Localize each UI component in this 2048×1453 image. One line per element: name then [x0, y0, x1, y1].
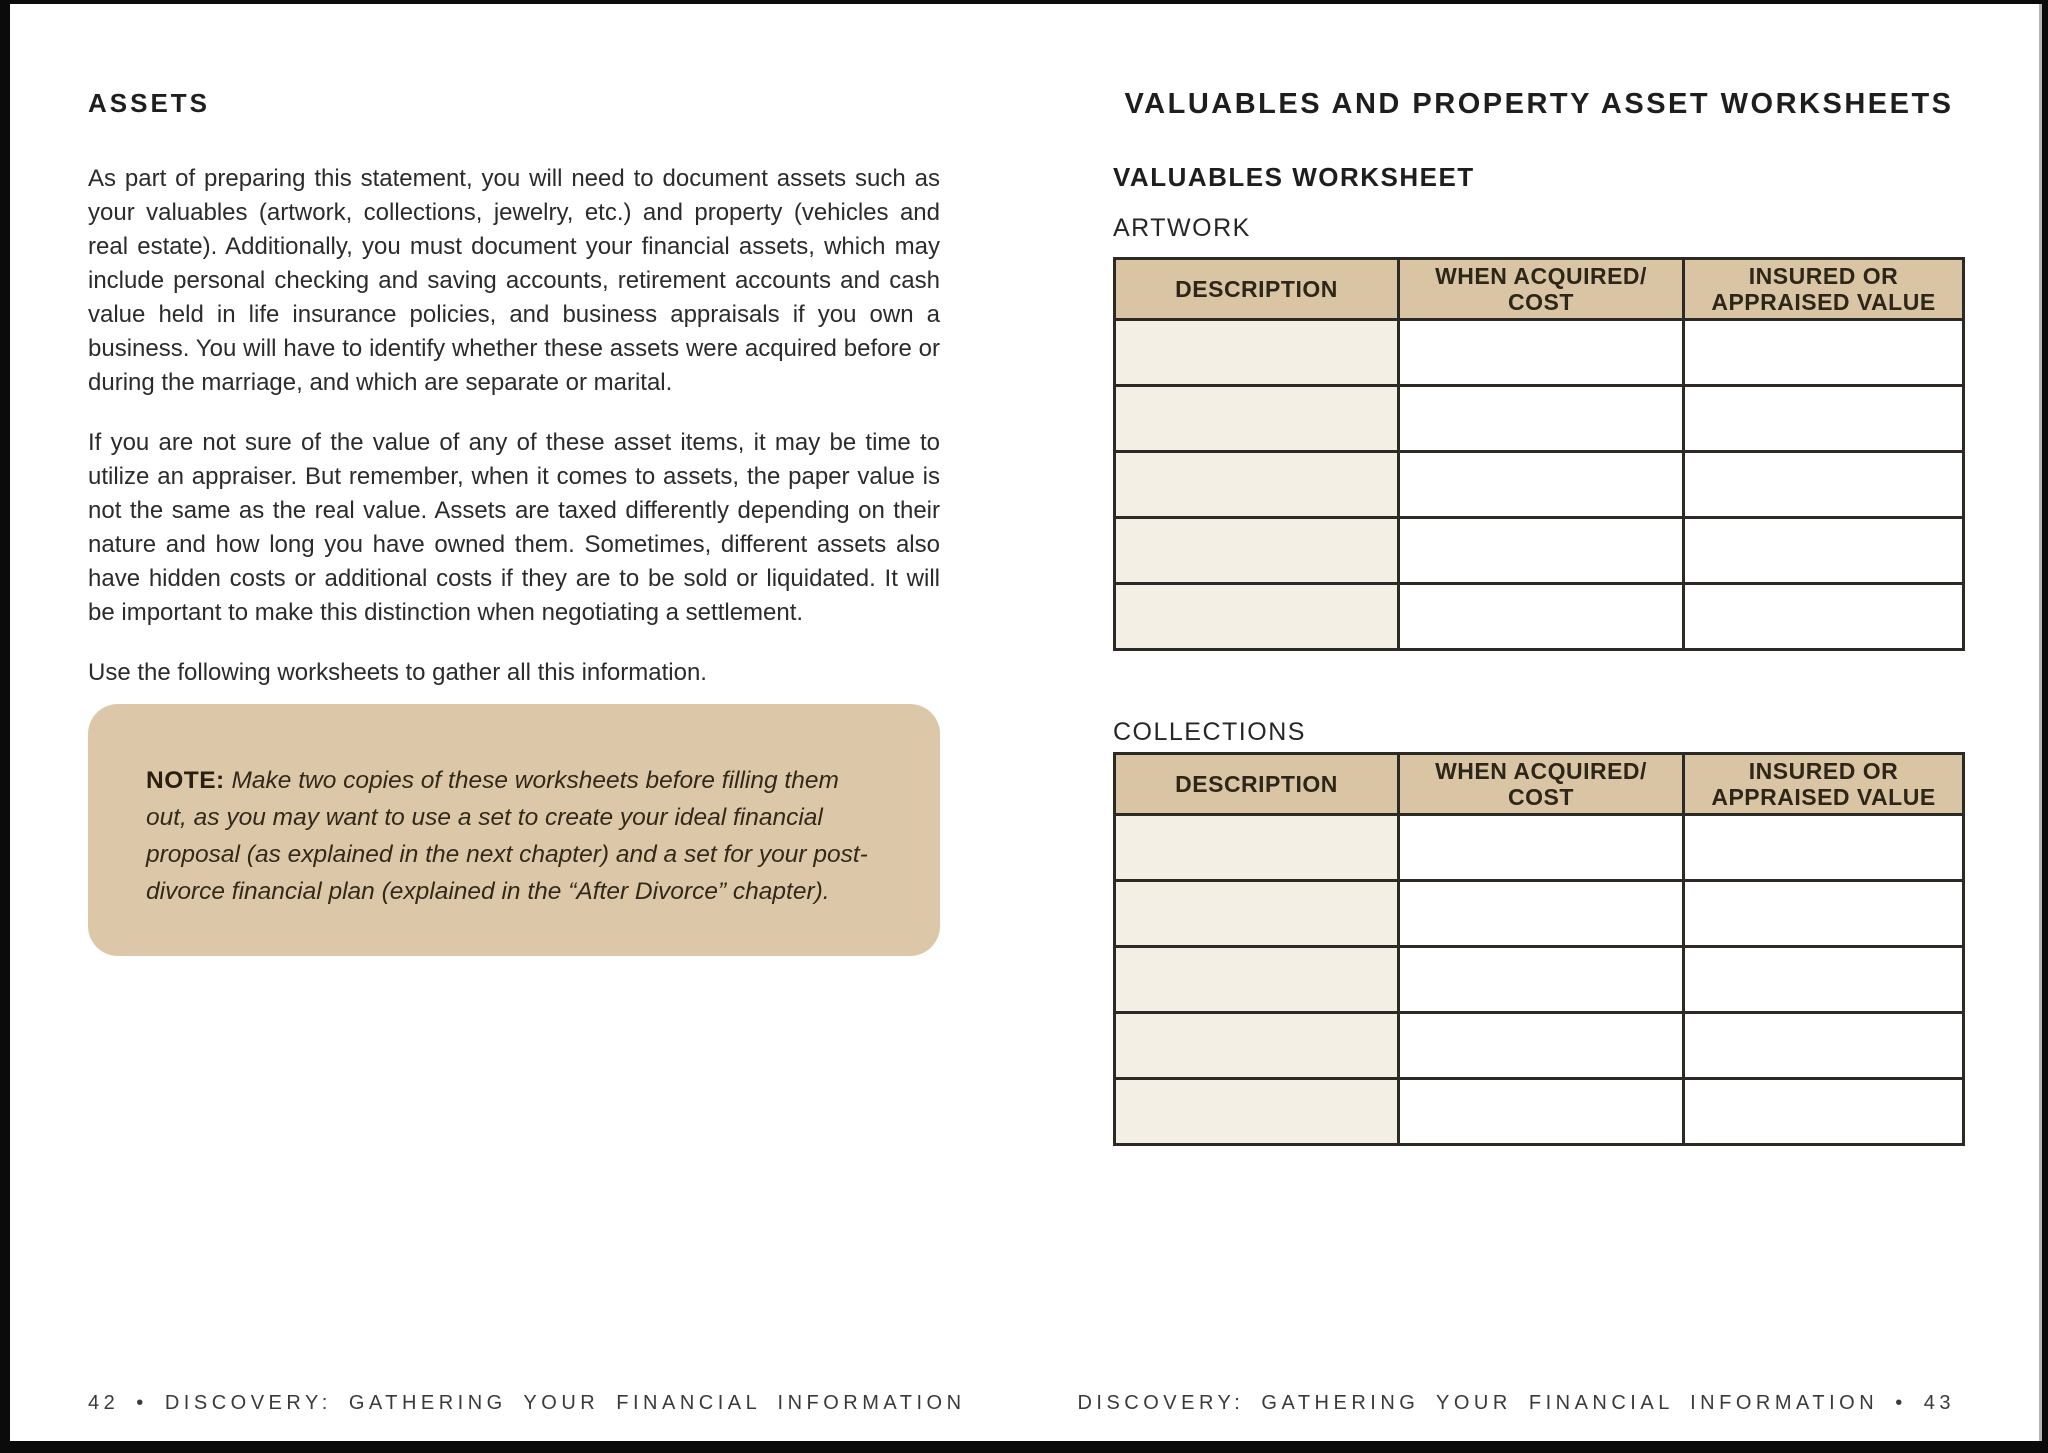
- worksheet-cell-description: [1116, 321, 1400, 384]
- worksheet-row: [1116, 453, 1962, 519]
- note-body: Make two copies of these worksheets before filling them out, as you may want to use a set to create your ideal financial proposal (as explained in the next chapter) and a set for your post-divorce financial plan (explained in the “After Divorce” chapter).: [146, 767, 868, 905]
- worksheet-cell-insured-value: [1685, 387, 1962, 450]
- worksheet-cell-insured-value: [1685, 882, 1962, 945]
- worksheet-row: [1116, 387, 1962, 453]
- worksheet-cell-when-acquired: [1400, 1080, 1685, 1143]
- worksheet-cell-when-acquired: [1400, 321, 1685, 384]
- collections-table: [1113, 752, 1965, 1146]
- worksheet-cell-description: [1116, 948, 1400, 1011]
- worksheet-cell-description: [1116, 1014, 1400, 1077]
- worksheets-title: VALUABLES AND PROPERTY ASSET WORKSHEETS: [1124, 88, 1954, 120]
- column-header-line: DESCRIPTION: [1175, 771, 1338, 797]
- worksheet-row: [1116, 948, 1962, 1014]
- column-header-insured-appraised-value: [1685, 755, 1962, 813]
- column-header-description: [1116, 260, 1400, 318]
- page-sheet: [10, 4, 2042, 1441]
- note-label: NOTE:: [146, 767, 225, 794]
- column-header-when-acquired-cost: [1400, 260, 1685, 318]
- column-header-line: WHEN ACQUIRED/: [1435, 263, 1647, 289]
- right-page-footer: DISCOVERY: GATHERING YOUR FINANCIAL INFORMATION • 43: [1077, 1392, 1955, 1414]
- column-header-line: INSURED OR: [1748, 758, 1899, 784]
- column-header-line: DESCRIPTION: [1175, 276, 1338, 302]
- artwork-section-label: ARTWORK: [1113, 214, 1251, 242]
- worksheet-cell-when-acquired: [1400, 948, 1685, 1011]
- worksheet-cell-description: [1116, 453, 1400, 516]
- column-header-description: [1116, 755, 1400, 813]
- worksheet-cell-when-acquired: [1400, 1014, 1685, 1077]
- worksheet-cell-insured-value: [1685, 519, 1962, 582]
- worksheet-cell-when-acquired: [1400, 519, 1685, 582]
- worksheet-cell-description: [1116, 585, 1400, 648]
- worksheet-row: [1116, 882, 1962, 948]
- column-header-line: APPRAISED VALUE: [1711, 289, 1936, 315]
- worksheet-cell-insured-value: [1685, 1080, 1962, 1143]
- worksheet-row: [1116, 321, 1962, 387]
- worksheet-cell-insured-value: [1685, 321, 1962, 384]
- worksheet-cell-insured-value: [1685, 1014, 1962, 1077]
- assets-paragraph-2: If you are not sure of the value of any of these asset items, it may be time to utilize an appraiser. But remember, when it comes to assets, the paper value is not the same as the real value. Assets are taxed differently depending on their nature and how long you have owned them. Sometimes, different assets also have hidden costs or additional costs if they are to be sold or liquidated. It will be important to make this distinction when negotiating a settlement.: [88, 429, 940, 626]
- column-header-insured-appraised-value: [1685, 260, 1962, 318]
- assets-paragraph-1: As part of preparing this statement, you will need to document assets such as your valuables (artwork, collections, jewelry, etc.) and property (vehicles and real estate). Additionally, you must document your financial assets, which may include personal checking and saving accounts, retirement accounts and cash value held in life insurance policies, and business appraisals if you own a business. You will have to identify whether these assets were acquired before or during the marriage, and which are separate or marital.: [88, 165, 940, 396]
- worksheet-cell-insured-value: [1685, 585, 1962, 648]
- artwork-table: [1113, 257, 1965, 651]
- assets-heading: ASSETS: [88, 88, 211, 118]
- worksheet-cell-description: [1116, 387, 1400, 450]
- collections-section-label: COLLECTIONS: [1113, 718, 1306, 746]
- column-header-line: COST: [1508, 289, 1574, 315]
- worksheet-cell-description: [1116, 519, 1400, 582]
- worksheet-cell-insured-value: [1685, 948, 1962, 1011]
- worksheet-cell-insured-value: [1685, 453, 1962, 516]
- worksheet-cell-description: [1116, 816, 1400, 879]
- column-header-line: COST: [1508, 784, 1574, 810]
- worksheet-row: [1116, 816, 1962, 882]
- worksheet-cell-when-acquired: [1400, 453, 1685, 516]
- assets-paragraph-3: Use the following worksheets to gather all this information.: [88, 659, 707, 686]
- worksheet-row: [1116, 1080, 1962, 1143]
- worksheet-cell-insured-value: [1685, 816, 1962, 879]
- column-header-when-acquired-cost: [1400, 755, 1685, 813]
- column-header-line: INSURED OR: [1748, 263, 1899, 289]
- note-box: [88, 704, 940, 956]
- worksheet-cell-description: [1116, 1080, 1400, 1143]
- column-header-line: WHEN ACQUIRED/: [1435, 758, 1647, 784]
- worksheet-row: [1116, 519, 1962, 585]
- collections-table-header-row: [1116, 755, 1962, 816]
- worksheet-cell-when-acquired: [1400, 387, 1685, 450]
- worksheet-cell-when-acquired: [1400, 585, 1685, 648]
- worksheet-cell-description: [1116, 882, 1400, 945]
- worksheet-cell-when-acquired: [1400, 882, 1685, 945]
- worksheet-cell-when-acquired: [1400, 816, 1685, 879]
- left-page-footer: 42 • DISCOVERY: GATHERING YOUR FINANCIAL INFORMATION: [88, 1392, 966, 1414]
- worksheet-row: [1116, 585, 1962, 648]
- column-header-line: APPRAISED VALUE: [1711, 784, 1936, 810]
- artwork-table-header-row: [1116, 260, 1962, 321]
- note-text: [146, 762, 882, 910]
- valuables-worksheet-heading: VALUABLES WORKSHEET: [1113, 162, 1475, 192]
- worksheet-row: [1116, 1014, 1962, 1080]
